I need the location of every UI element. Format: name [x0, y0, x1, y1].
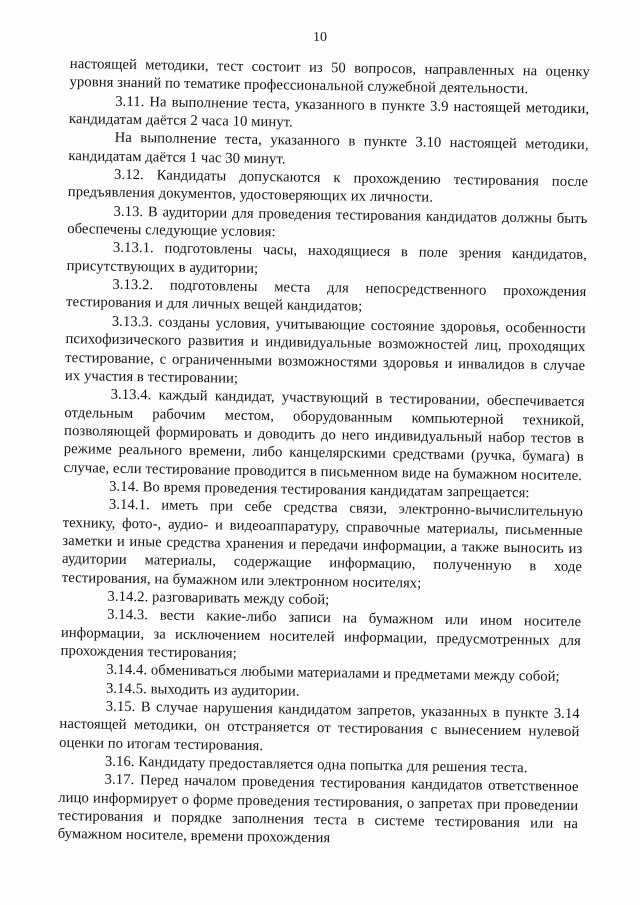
paragraph-3-14-5: 3.14.5. выходить из аудитории. — [105, 680, 300, 700]
paragraph-3-16: 3.16. Кандидату предоставляется одна попытка для решения теста. — [104, 753, 528, 777]
paragraph-3-14-1: 3.14.1. иметь при себе средства связи, электронно-вычислительную технику, фото-, аудио- и видеоаппаратуру, справочные материалы, письменные заметки и иные средства хранения и передачи информации, а также выносить из аудитории материалы, содержащие информацию, полученную в ходе тестирования, на бумажном или электронном носителях; — [61, 496, 584, 592]
paragraph-3-17: 3.17. Перед началом проведения тестирования кандидатов ответственное лицо информирует о форме проведения тестирования, о запретах при проведении тестирования и порядке заполнения теста в системе тестирования или на бумажном носителе, времени прохождения — [57, 772, 579, 847]
paragraph-continuation: настоящей методики, тест состоит из 50 вопросов, направленных на оценку уровня знаний по тематике профессиональной служебной деятельности. — [69, 55, 590, 98]
paragraph-3-14-3: 3.14.3. вести какие-либо записи на бумажном или ином носителе информации, за исключением носителей информации, предусмотренных для прохождения тестирования; — [60, 606, 582, 662]
paragraph-3-14-2: 3.14.2. разговаривать между собой; — [107, 588, 330, 609]
paragraph-3-13-3: 3.13.3. созданы условия, учитывающие состояние здоровья, особенности психофизического развития и индивидуальные возможностей лиц, проходящих тестирование, с ограниченными возможностями здоровья и инвалидов в случае их участия в тестировании; — [64, 313, 586, 387]
paragraph-3-11-second-test: На выполнение теста, указанного в пункте 3.10 настоящей методики, кандидатам даётся 1 час 30 минут. — [68, 130, 589, 168]
paragraph-3-14-4: 3.14.4. обмениваться любыми материалами и предметами между собой; — [106, 661, 560, 686]
paragraph-3-12: 3.12. Кандидаты допускаются к прохождению тестирования после предъявления документов, удостоверяющих их личности. — [67, 166, 589, 207]
paragraph-3-13-2: 3.13.2. подготовлены места для непосредственного прохождения тестирования и для личных вещей кандидатов; — [65, 276, 587, 316]
paragraph-3-15: 3.15. В случае нарушения кандидатом запретов, указанных в пункте 3.14 настоящей методики, он отстраняется от тестирования с вынесением нулевой оценки по итогам тестирования. — [59, 698, 580, 754]
paragraph-3-13-1: 3.13.1. подготовлены часы, находящиеся в поле зрения кандидатов, присутствующих в аудитории; — [66, 240, 588, 277]
page-number: 10 — [313, 30, 327, 45]
document-body — [58, 55, 590, 852]
paragraph-3-11: 3.11. На выполнение теста, указанного в пункте 3.9 настоящей методики, кандидатам даётся 2 часа 10 минут. — [68, 93, 590, 131]
paragraph-3-13-4: 3.13.4. каждый кандидат, участвующий в тестировании, обеспечивается отдельным рабочим местом, оборудованным компьютерной техникой, позволяющей формировать и доводить до него индивидуальный набор тестов в режиме реального времени, либо канцелярскими средствами (ручка, бумага) в случае, если тестирование проводится в письменном виде на бумажном носителе. — [63, 386, 585, 484]
paragraph-3-14: 3.14. Во время проведения тестирования кандидатам запрещается: — [109, 478, 530, 502]
paragraph-3-13: 3.13. В аудитории для проведения тестирования кандидатов должны быть обеспечены следующие условия: — [67, 203, 588, 241]
